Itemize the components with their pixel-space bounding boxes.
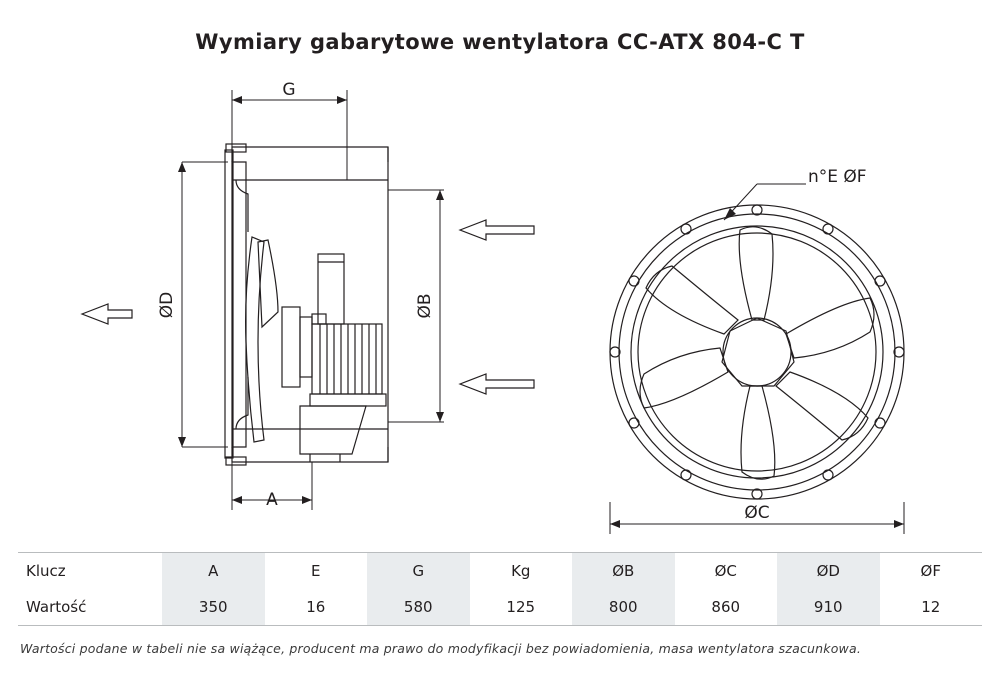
value-cell-dia-b: 800 bbox=[572, 589, 675, 626]
page-title: Wymiary gabarytowe wentylatora CC-ATX 804-C T bbox=[195, 30, 805, 54]
header-cell-dia-b: ØB bbox=[572, 553, 675, 590]
label-a: A bbox=[266, 490, 278, 510]
value-cell-g: 580 bbox=[367, 589, 470, 626]
value-cell-a: 350 bbox=[162, 589, 265, 626]
disclaimer-note: Wartości podane w tabeli nie sa wiążące, producent ma prawo do modyfikacji bez powiadomienia, masa wentylatora szacunkowa. bbox=[20, 641, 862, 656]
label-holes: n°E ØF bbox=[808, 167, 867, 187]
technical-drawing bbox=[0, 62, 1000, 542]
label-dia-d: ØD bbox=[157, 291, 177, 319]
motor-assembly-side bbox=[282, 254, 386, 462]
impeller-blades-front bbox=[640, 227, 874, 479]
label-dia-c: ØC bbox=[744, 503, 770, 523]
header-cell-dia-d: ØD bbox=[777, 553, 880, 590]
value-cell-dia-d: 910 bbox=[777, 589, 880, 626]
value-cell-e: 16 bbox=[265, 589, 368, 626]
header-cell-dia-c: ØC bbox=[675, 553, 778, 590]
header-cell-e: E bbox=[265, 553, 368, 590]
row-label-value: Wartość bbox=[18, 589, 162, 626]
dimension-dia-d bbox=[178, 162, 228, 447]
airflow-arrow-right-top bbox=[460, 220, 534, 240]
bolt-holes bbox=[610, 205, 904, 499]
header-cell-dia-f: ØF bbox=[880, 553, 983, 590]
value-cell-dia-c: 860 bbox=[675, 589, 778, 626]
row-label-key: Klucz bbox=[18, 553, 162, 590]
label-dia-b: ØB bbox=[415, 293, 435, 319]
spec-table-wrapper bbox=[18, 552, 982, 626]
value-cell-dia-f: 12 bbox=[880, 589, 983, 626]
airflow-arrow-left bbox=[82, 304, 132, 324]
table-row-keys bbox=[18, 553, 982, 590]
impeller-blades-side bbox=[246, 237, 278, 442]
dimension-g bbox=[232, 90, 347, 180]
header-cell-g: G bbox=[367, 553, 470, 590]
header-cell-kg: Kg bbox=[470, 553, 573, 590]
fan-front-view bbox=[610, 205, 904, 499]
spec-table bbox=[18, 552, 982, 626]
airflow-arrow-right-bottom bbox=[460, 374, 534, 394]
table-row-values bbox=[18, 589, 982, 626]
value-cell-kg: 125 bbox=[470, 589, 573, 626]
header-cell-a: A bbox=[162, 553, 265, 590]
label-g: G bbox=[282, 80, 296, 100]
